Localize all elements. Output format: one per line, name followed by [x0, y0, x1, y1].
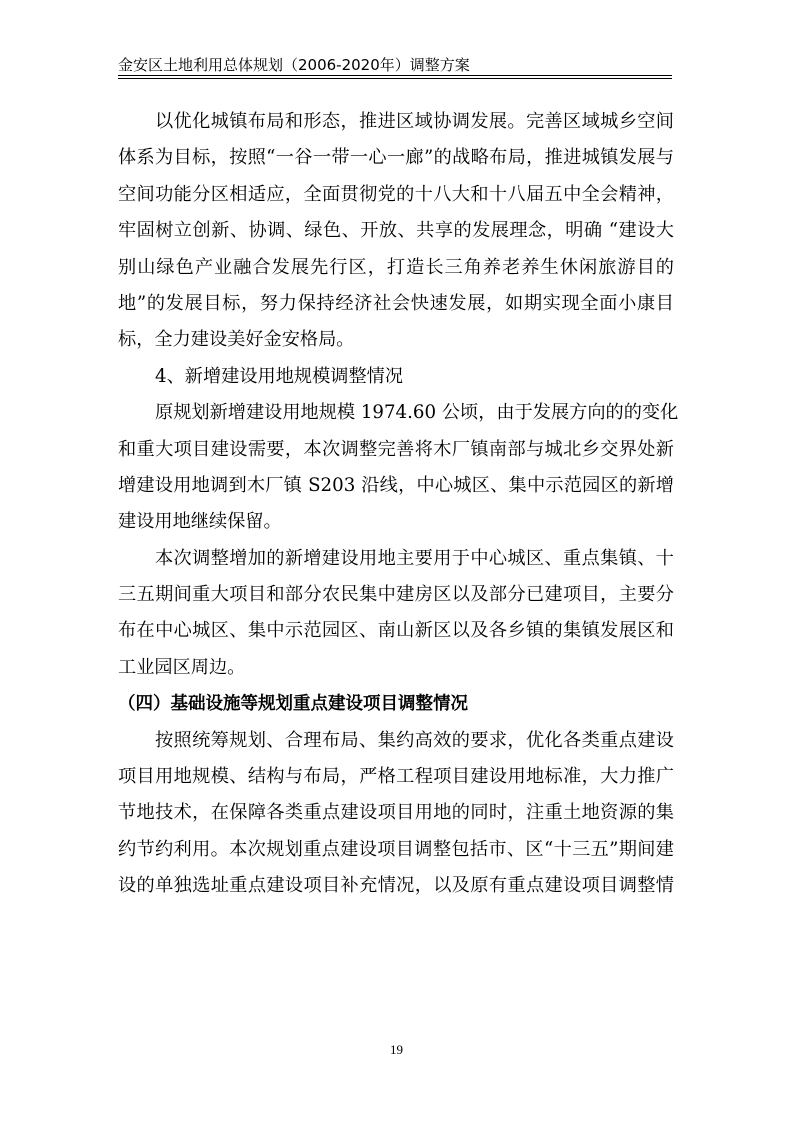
text-line: 4、新增建设用地规模调整情况 — [155, 365, 404, 387]
running-header-title: 金安区土地利用总体规划（2006-2020年）调整方案 — [118, 56, 470, 74]
text-line: 原规划新增建设用地规模 1974.60 公顷，由于发展方向的的变化 — [155, 402, 679, 424]
text-line: 空间功能分区相适应，全面贯彻党的十八大和十八届五中全会精神， — [118, 183, 674, 205]
section-heading: （四）基础设施等规划重点建设项目调整情况 — [118, 694, 468, 715]
text-line: 按照统筹规划、合理布局、集约高效的要求，优化各类重点建设 — [155, 729, 674, 751]
text-line: 本次调整增加的新增建设用地主要用于中心城区、重点集镇、十 — [155, 547, 674, 569]
text-line: 节地技术，在保障各类重点建设项目用地的同时，注重土地资源的集 — [118, 802, 674, 824]
text-line: 地”的发展目标，努力保持经济社会快速发展，如期实现全面小康目 — [118, 292, 674, 314]
text-line: 以优化城镇布局和形态，推进区域协调发展。完善区域城乡空间 — [155, 111, 674, 132]
header-rule — [118, 75, 672, 76]
text-line: 约节约利用。本次规划重点建设项目调整包括市、区“十三五”期间建 — [118, 838, 674, 860]
text-line: 项目用地规模、结构与布局，严格工程项目建设用地标准，大力推广 — [118, 766, 674, 788]
page-number: 19 — [390, 1042, 403, 1057]
text-line: 和重大项目建设需要，本次调整完善将木厂镇南部与城北乡交界处新 — [118, 438, 674, 460]
text-line: 工业园区周边。 — [118, 656, 246, 678]
paragraph-group-1 — [118, 104, 679, 686]
text-line: 牢固树立创新、协调、绿色、开放、共享的发展理念，明确 “建设大 — [118, 220, 674, 242]
paragraph-group-2 — [118, 723, 674, 905]
text-line: 别山绿色产业融合发展先行区，打造长三角养老养生休闲旅游目的 — [118, 256, 674, 278]
text-line: 标，全力建设美好金安格局。 — [118, 329, 355, 351]
text-line: 设的单独选址重点建设项目补充情况，以及原有重点建设项目调整情 — [118, 875, 674, 897]
text-line: 三五期间重大项目和部分农民集中建房区以及部分已建项目，主要分 — [118, 584, 674, 606]
text-line: 建设用地继续保留。 — [118, 511, 282, 533]
text-line: 增建设用地调到木厂镇 S203 沿线，中心城区、集中示范园区的新增 — [118, 474, 674, 496]
header-rule-thin — [118, 78, 672, 79]
body-text — [118, 104, 679, 905]
text-line: 布在中心城区、集中示范园区、南山新区以及各乡镇的集镇发展区和 — [118, 620, 674, 642]
text-line: 体系为目标，按照“一谷一带一心一廊”的战略布局，推进城镇发展与 — [118, 147, 674, 169]
